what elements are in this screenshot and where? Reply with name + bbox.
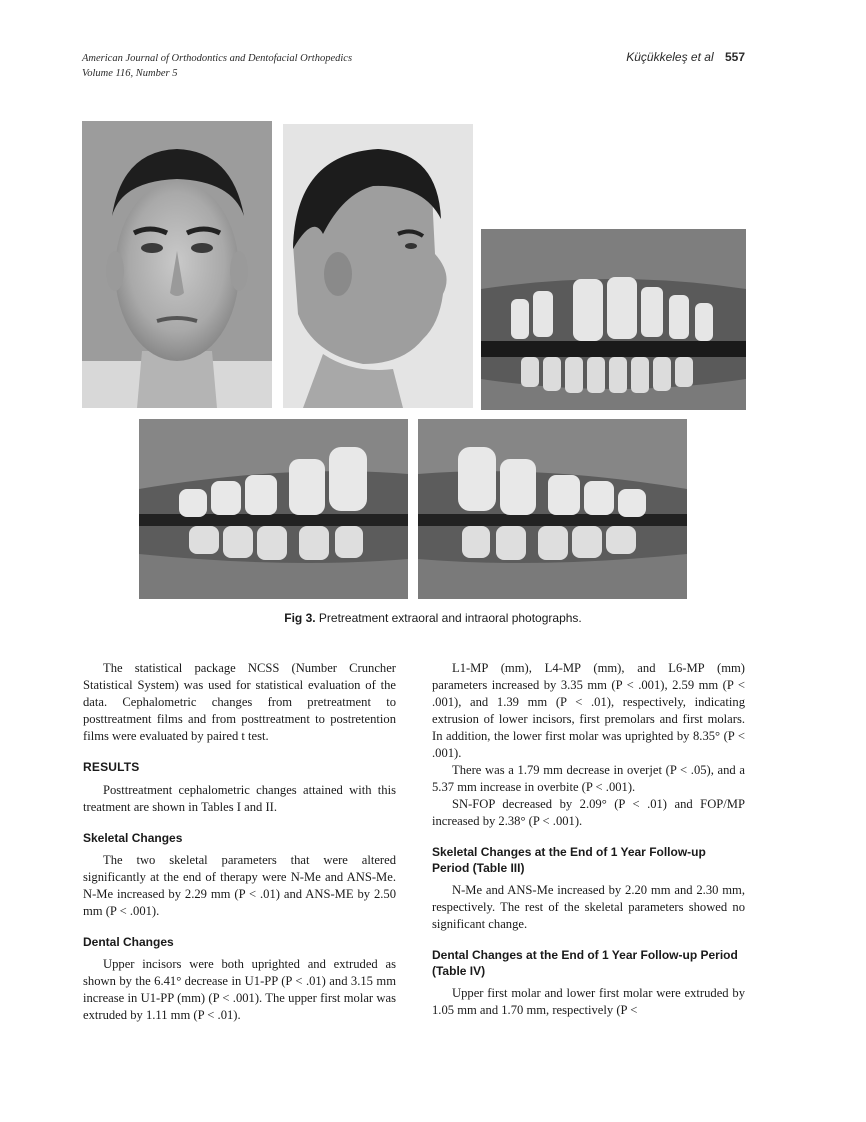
figure-caption (0, 611, 866, 625)
heading-skeletal-followup: Skeletal Changes at the End of 1 Year Follow-up Period (Table III) (432, 845, 706, 875)
journal-volume: Volume 116, Number 5 (82, 68, 178, 79)
paragraph-dental-changes: Upper incisors were both uprighted and extruded as shown by the 6.41° decrease in U1-PP (P < .01) and 3.15 mm increase in U1-PP (mm) (P < .001). The upper first molar was extruded by 1.11 mm (P < .01). (83, 957, 396, 1022)
photo-intraoral-frontal (481, 229, 746, 410)
running-header-left (82, 51, 352, 81)
journal-title: American Journal of Orthodontics and Dentofacial Orthopedics (82, 53, 353, 64)
paragraph-skeletal-followup: N-Me and ANS-Me increased by 2.20 mm and 2.30 mm, respectively. The rest of the skeletal parameters showed no significant change. (432, 883, 745, 931)
photo-intraoral-left (418, 419, 687, 599)
figure-label: Fig 3. (284, 611, 316, 625)
photo-frontal-face (82, 121, 272, 408)
running-header-right (626, 50, 745, 64)
figure-caption-text: Pretreatment extraoral and intraoral photographs. (315, 611, 582, 625)
paragraph-statistics: The statistical package NCSS (Number Cruncher Statistical System) was used for statistical evaluation of the data. Cephalometric changes from pretreatment to posttreatment films and from posttreatment to postretention films were evaluated by paired t test. (83, 661, 396, 743)
heading-skeletal-changes: Skeletal Changes (83, 831, 183, 845)
paragraph-results-intro: Posttreatment cephalometric changes attained with this treatment are shown in Tables I and II. (83, 783, 396, 814)
paragraph-dental-followup: Upper first molar and lower first molar were extruded by 1.05 mm and 1.70 mm, respectively (P < (432, 986, 745, 1017)
heading-results: RESULTS (83, 760, 140, 774)
heading-dental-changes: Dental Changes (83, 935, 174, 949)
left-column (83, 660, 396, 1024)
photo-intraoral-right (139, 419, 408, 599)
running-authors: Küçükkeleş et al (626, 50, 714, 64)
heading-dental-followup: Dental Changes at the End of 1 Year Follow-up Period (Table IV) (432, 948, 738, 978)
paragraph-skeletal-changes: The two skeletal parameters that were altered significantly at the end of therapy were N-Me and ANS-Me. N-Me increased by 2.29 mm (P < .01) and ANS-ME by 2.50 mm (P < .001). (83, 853, 396, 918)
paragraph-lower-teeth: L1-MP (mm), L4-MP (mm), and L6-MP (mm) parameters increased by 3.35 mm (P < .001), 2.59 mm (P < .001), and 1.39 mm (P < .01), respectively, indicating extrusion of lower incisors, first premolars and first molars. In addition, the lower first molar was uprighted by 8.35° (P < .001). (432, 661, 745, 760)
paragraph-overjet: There was a 1.79 mm decrease in overjet (P < .05), and a 5.37 mm increase in overbite (P < .001). (432, 763, 745, 794)
paragraph-occlusal-plane: SN-FOP decreased by 2.09° (P < .01) and FOP/MP increased by 2.38° (P < .001). (432, 797, 745, 828)
photo-profile-face (283, 124, 473, 408)
right-column (432, 660, 745, 1019)
page-number: 557 (724, 50, 745, 64)
